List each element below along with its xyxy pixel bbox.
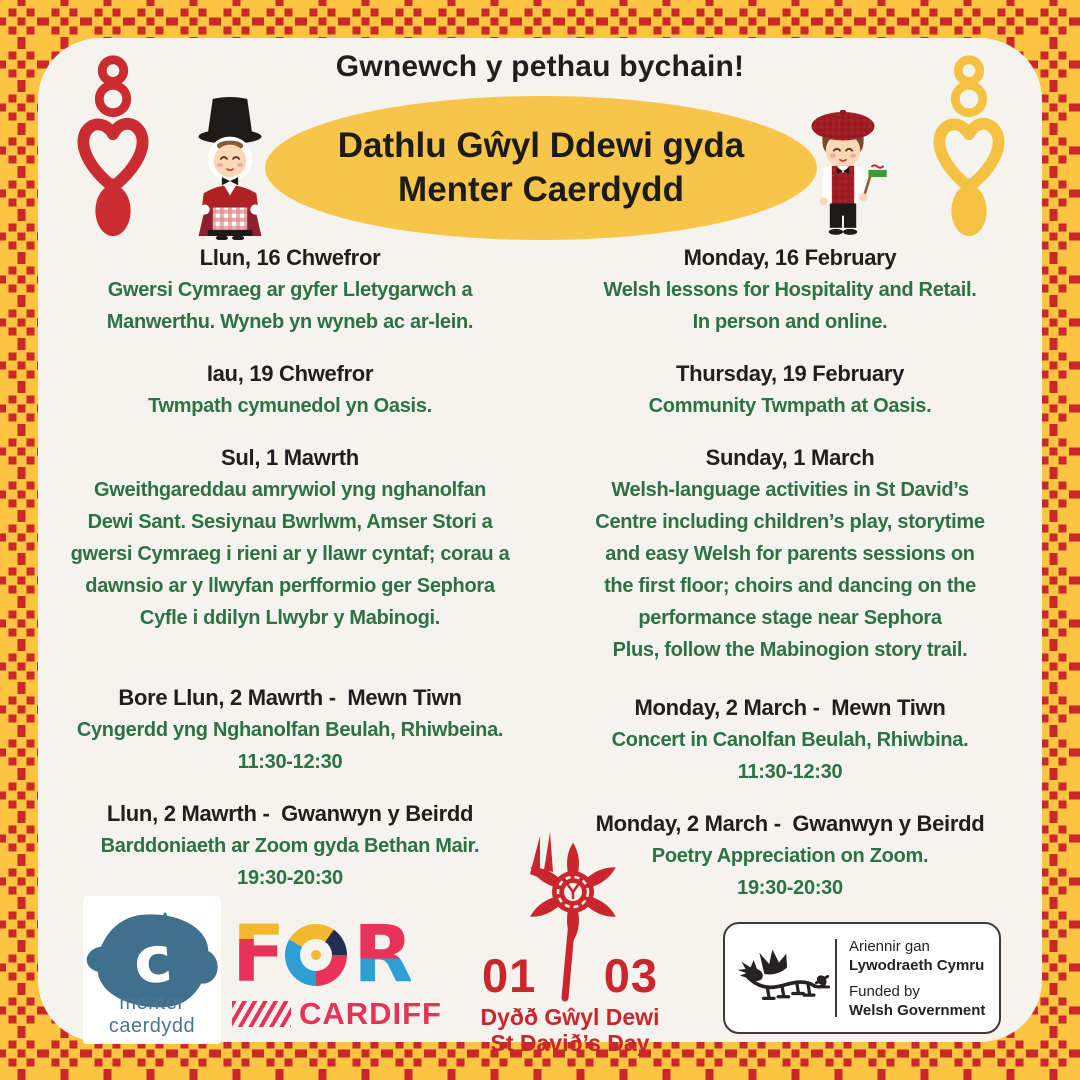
event-date: Bore Llun, 2 Mawrth - Mewn Tiwn	[118, 685, 462, 710]
title-oval	[265, 96, 817, 240]
event-group	[40, 798, 540, 894]
event-detail: Gwersi Cymraeg ar gyfer Lletygarwch a	[107, 279, 473, 301]
welsh-boy-illustration	[792, 110, 894, 240]
cardiff-hatch-icon	[232, 1001, 291, 1027]
event-group	[40, 682, 540, 778]
title-line-2: Menter Caerdydd	[398, 170, 684, 209]
welsh-government-logo	[723, 922, 1001, 1034]
event-group	[540, 242, 1040, 338]
english-events-column	[540, 242, 1040, 924]
event-time: 11:30-12:30	[737, 761, 843, 783]
cardiff-row	[232, 996, 442, 1032]
event-group	[540, 692, 1040, 788]
event-time: 19:30-20:30	[737, 877, 843, 899]
event-date: Llun, 16 Chwefror	[199, 245, 381, 270]
gov-welsh-pre: Ariennir gan	[849, 937, 930, 955]
date-month: 03	[603, 949, 658, 1002]
for-letter-o-ring-icon	[285, 924, 347, 986]
event-detail: Cyngerdd yng Nghanolfan Beulah, Rhiwbeina.	[76, 719, 504, 741]
st-davids-day-mark	[478, 830, 662, 1060]
event-date: Sul, 1 Mawrth	[221, 445, 359, 470]
event-date: Sunday, 1 March	[705, 445, 875, 470]
events-columns	[40, 242, 1040, 924]
for-cardiff-logo	[232, 910, 442, 1036]
menter-caerdydd-logo	[83, 896, 221, 1044]
event-detail: In person and online.	[692, 311, 888, 333]
gov-english-name: Welsh Government	[849, 1001, 986, 1019]
event-detail: Twmpath cymunedol yn Oasis.	[148, 395, 432, 417]
event-date: Llun, 2 Mawrth - Gwanwyn y Beirdd	[106, 801, 474, 826]
event-group	[40, 358, 540, 422]
event-detail: Cyfle i ddilyn Llwybr y Mabinogi.	[139, 607, 441, 629]
st-davids-day-welsh: Dyðð Gŵyl Dewi	[480, 1004, 660, 1030]
gov-text	[849, 937, 985, 1020]
event-detail: Dewi Sant. Sesiynau Bwrlwm, Amser Stori a	[87, 511, 493, 533]
event-date: Thursday, 19 February	[675, 361, 905, 386]
event-date: Monday, 16 February	[683, 245, 897, 270]
event-detail: Gweithgareddau amrywiol yng nghanolfan	[94, 479, 486, 501]
welsh-events-column	[40, 242, 540, 924]
welsh-lady-illustration	[179, 96, 281, 240]
event-detail: gwersi Cymraeg i rieni ar y llawr cyntaf; corau a	[70, 543, 510, 565]
for-word	[232, 910, 442, 1000]
event-date: Monday, 2 March - Gwanwyn y Beirdd	[595, 811, 985, 836]
for-letter-f: F	[232, 910, 284, 1000]
event-group	[540, 358, 1040, 422]
welsh-dragon-icon	[735, 945, 831, 1011]
event-detail: Poetry Appreciation on Zoom.	[651, 845, 929, 867]
event-group	[540, 442, 1040, 666]
lovespoon-yellow-icon	[924, 52, 1014, 238]
event-time: 19:30-20:30	[237, 867, 343, 889]
event-detail: Welsh-language activities in St David’s	[611, 479, 969, 501]
menter-letter: c	[130, 922, 176, 1000]
event-date: Monday, 2 March - Mewn Tiwn	[634, 695, 946, 720]
date-day: 01	[482, 949, 537, 1002]
lovespoon-red-icon	[68, 52, 158, 238]
event-detail: Manwerthu. Wyneb yn wyneb ac ar-lein.	[106, 311, 474, 333]
event-detail: Centre including children’s play, storytime	[595, 511, 985, 533]
event-detail: Barddoniaeth ar Zoom gyda Bethan Mair.	[100, 835, 480, 857]
st-davids-day-english: St Davið’s Day	[490, 1030, 650, 1056]
gov-english-pre: Funded by	[849, 982, 920, 1000]
event-group	[40, 442, 540, 634]
event-date: Iau, 19 Chwefror	[206, 361, 374, 386]
event-detail: Concert in Canolfan Beulah, Rhiwbina.	[611, 729, 969, 751]
gov-divider	[835, 939, 837, 1017]
menter-label: menter caerdydd	[108, 992, 196, 1037]
event-detail: performance stage near Sephora	[638, 607, 942, 629]
poster-tagline: Gwnewch y pethau bychain!	[335, 50, 745, 83]
event-group	[40, 242, 540, 338]
event-detail: Community Twmpath at Oasis.	[648, 395, 932, 417]
event-detail: the first floor; choirs and dancing on the	[604, 575, 976, 597]
gov-welsh-name: Lywodraeth Cymru	[849, 956, 985, 974]
event-time: 11:30-12:30	[237, 751, 343, 773]
cardiff-word: CARDIFF	[298, 996, 442, 1031]
event-detail: Plus, follow the Mabinogion story trail.	[612, 639, 968, 661]
title-line-1: Dathlu Gŵyl Ddewi gyda	[337, 126, 745, 165]
for-letter-r: R	[353, 910, 412, 1000]
event-detail: and easy Welsh for parents sessions on	[605, 543, 975, 565]
event-detail: dawnsio ar y llwyfan perfformio ger Sephora	[85, 575, 495, 597]
event-detail: Welsh lessons for Hospitality and Retail.	[603, 279, 977, 301]
